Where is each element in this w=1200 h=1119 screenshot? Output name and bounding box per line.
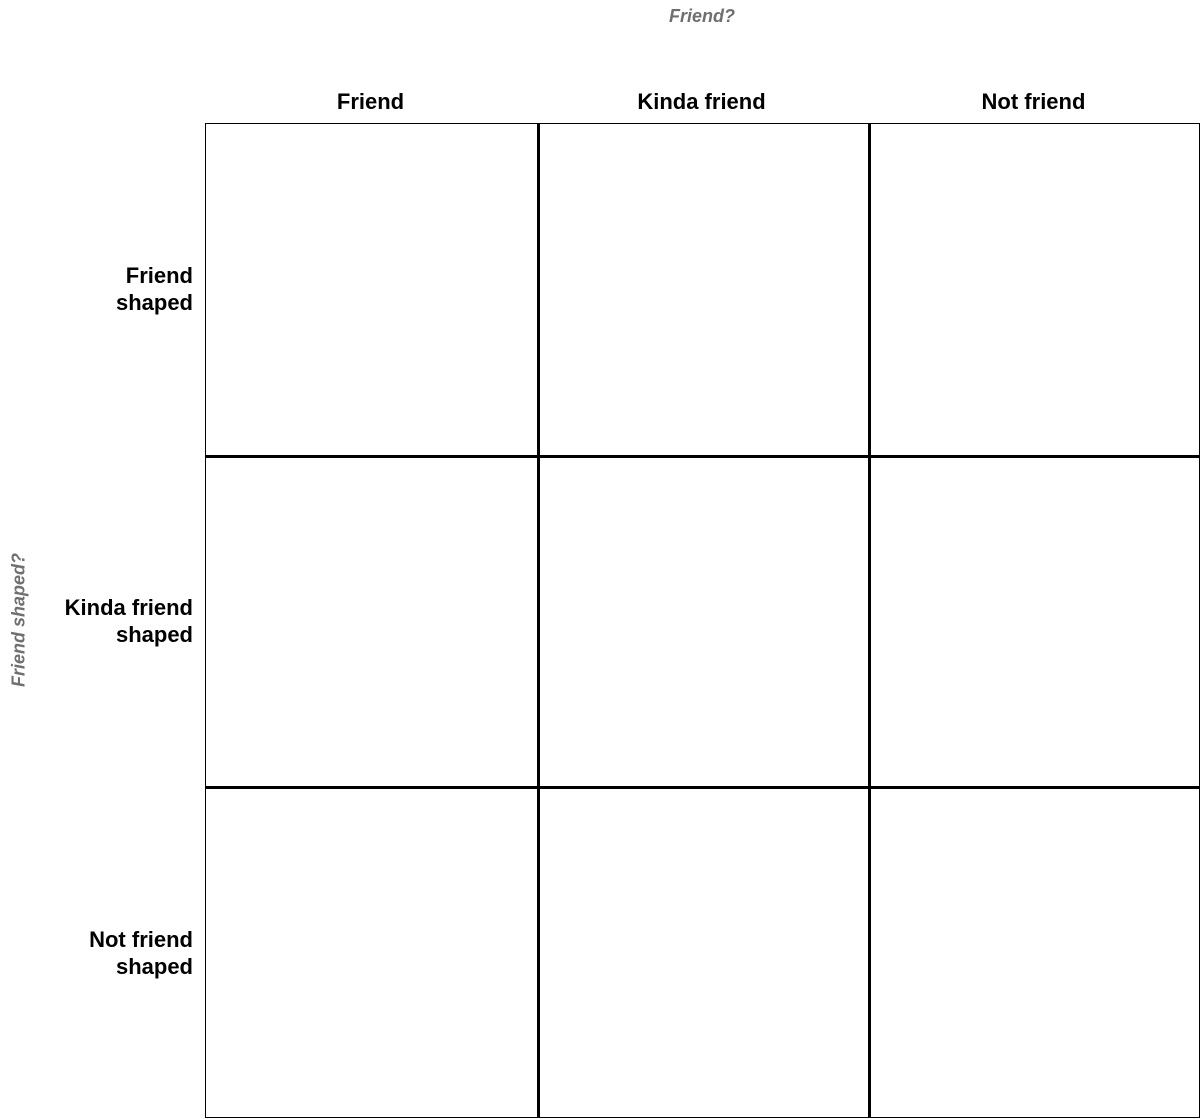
grid-cell-kinda-friend-shaped-not-friend [868,455,1199,786]
grid-cell-not-friend-shaped-kinda-friend [537,786,868,1117]
row-header-kinda-friend-shaped [20,594,193,648]
column-header-friend: Friend [336,89,405,114]
column-header-kinda-friend: Kinda friend [637,89,766,114]
row-header-line: shaped [115,622,193,647]
grid-cell-friend-shaped-friend [206,124,537,455]
x-axis-title: Friend? [669,6,735,26]
row-header-friend-shaped [20,262,193,316]
row-header-line: shaped [115,290,193,315]
grid-cell-not-friend-shaped-not-friend [868,786,1199,1117]
grid-cell-friend-shaped-kinda-friend [537,124,868,455]
row-header-line: Not friend [89,927,193,952]
grid-cell-kinda-friend-shaped-kinda-friend [537,455,868,786]
row-header-line: shaped [115,954,193,979]
y-axis-title: Friend shaped? [8,552,29,688]
row-header-line: Kinda friend [64,595,193,620]
grid-cell-not-friend-shaped-friend [206,786,537,1117]
row-header-not-friend-shaped [20,926,193,980]
row-header-line: Friend [125,263,193,288]
alignment-grid [205,123,1200,1118]
grid-cell-friend-shaped-not-friend [868,124,1199,455]
grid-cell-kinda-friend-shaped-friend [206,455,537,786]
column-header-not-friend: Not friend [981,89,1086,114]
